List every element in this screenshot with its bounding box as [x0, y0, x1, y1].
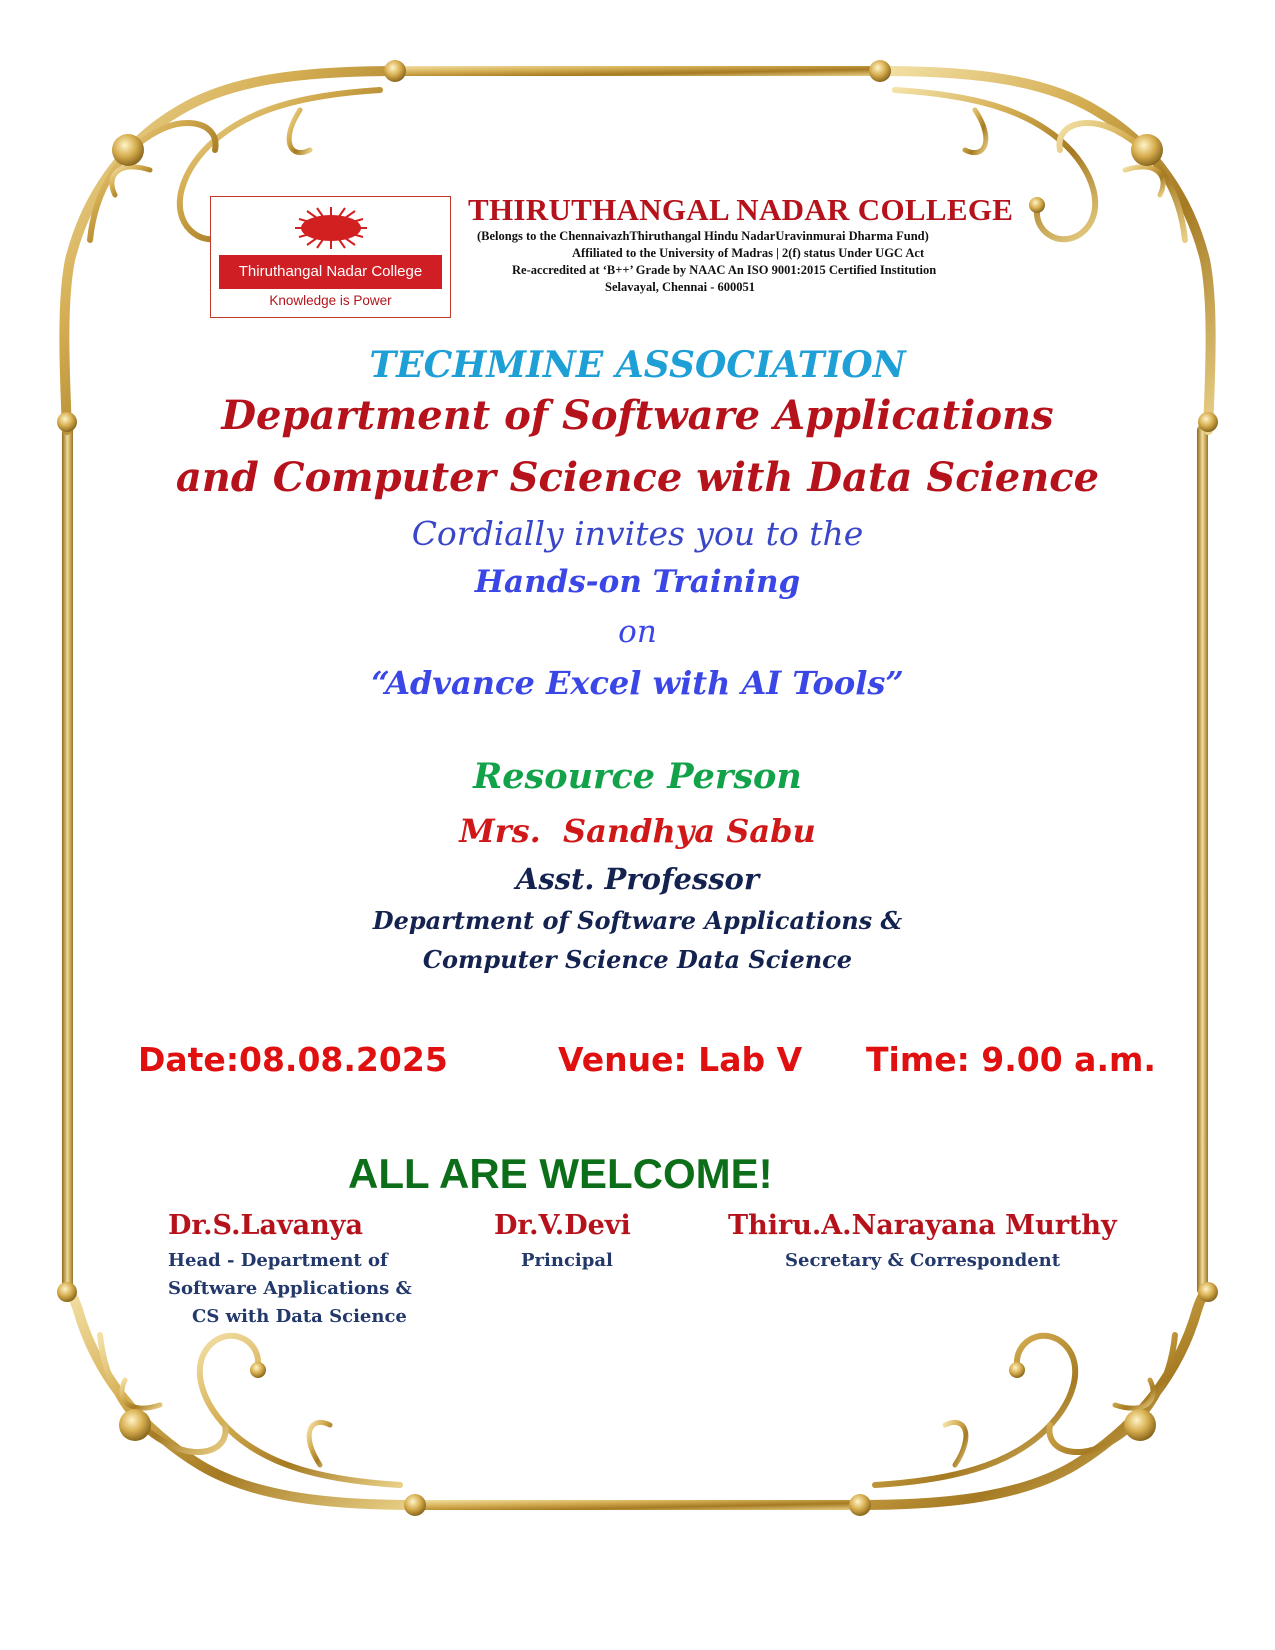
college-address-line: Selavayal, Chennai - 600051 [605, 280, 756, 294]
invitation-text: Cordially invites you to the [411, 514, 864, 553]
signatory-role-line: CS with Data Science [192, 1306, 407, 1327]
signatory-role-line: Principal [521, 1250, 613, 1271]
signatory-name: Dr.V.Devi [494, 1210, 631, 1241]
welcome-banner: ALL ARE WELCOME! [348, 1150, 773, 1197]
resource-person-heading: Resource Person [473, 756, 802, 797]
signatory-name: Thiru.A.Narayana Murthy [728, 1210, 1117, 1241]
college-trust-line: (Belongs to the ChennaivazhThiruthangal Hindu NadarUravinmurai Dharma Fund) [477, 229, 929, 243]
event-time: Time: 9.00 a.m. [866, 1040, 1156, 1079]
signatory-role-line: Software Applications & [168, 1278, 412, 1299]
department-title-line2: and Computer Science with Data Science [175, 454, 1100, 501]
signatory-hod [168, 1210, 468, 1331]
association-title: TECHMINE ASSOCIATION [369, 344, 906, 386]
resource-person-designation: Asst. Professor [515, 862, 760, 896]
event-type: Hands-on Training [474, 564, 801, 600]
department-title-line1: Department of Software Applications [221, 392, 1054, 439]
signatory-role-line: Head - Department of [168, 1250, 388, 1271]
logo-college-name: Thiruthangal Nadar College [219, 255, 442, 289]
signatory-name: Dr.S.Lavanya [168, 1210, 363, 1241]
resource-person-dept-line1: Department of Software Applications & [372, 906, 903, 935]
college-logo [210, 196, 451, 318]
signatory-principal [494, 1210, 674, 1275]
college-accreditation-line: Re-accredited at ‘B++’ Grade by NAAC An ISO 9001:2015 Certified Institution [512, 263, 937, 277]
sun-emblem-icon [291, 205, 371, 251]
logo-tagline: Knowledge is Power [269, 293, 392, 308]
event-venue: Venue: Lab V [558, 1040, 803, 1079]
resource-person-name: Mrs. Sandhya Sabu [459, 812, 816, 850]
on-text: on [618, 614, 657, 650]
college-affiliation-line: Affiliated to the University of Madras | 2(f) status Under UGC Act [572, 246, 925, 260]
resource-person-dept-line2: Computer Science Data Science [422, 945, 853, 974]
event-date: Date:08.08.2025 [138, 1040, 448, 1079]
college-name: THIRUTHANGAL NADAR COLLEGE [468, 192, 1014, 227]
signatory-secretary [728, 1210, 1148, 1275]
event-topic: “Advance Excel with AI Tools” [371, 664, 904, 702]
signatory-role-line: Secretary & Correspondent [785, 1250, 1061, 1271]
